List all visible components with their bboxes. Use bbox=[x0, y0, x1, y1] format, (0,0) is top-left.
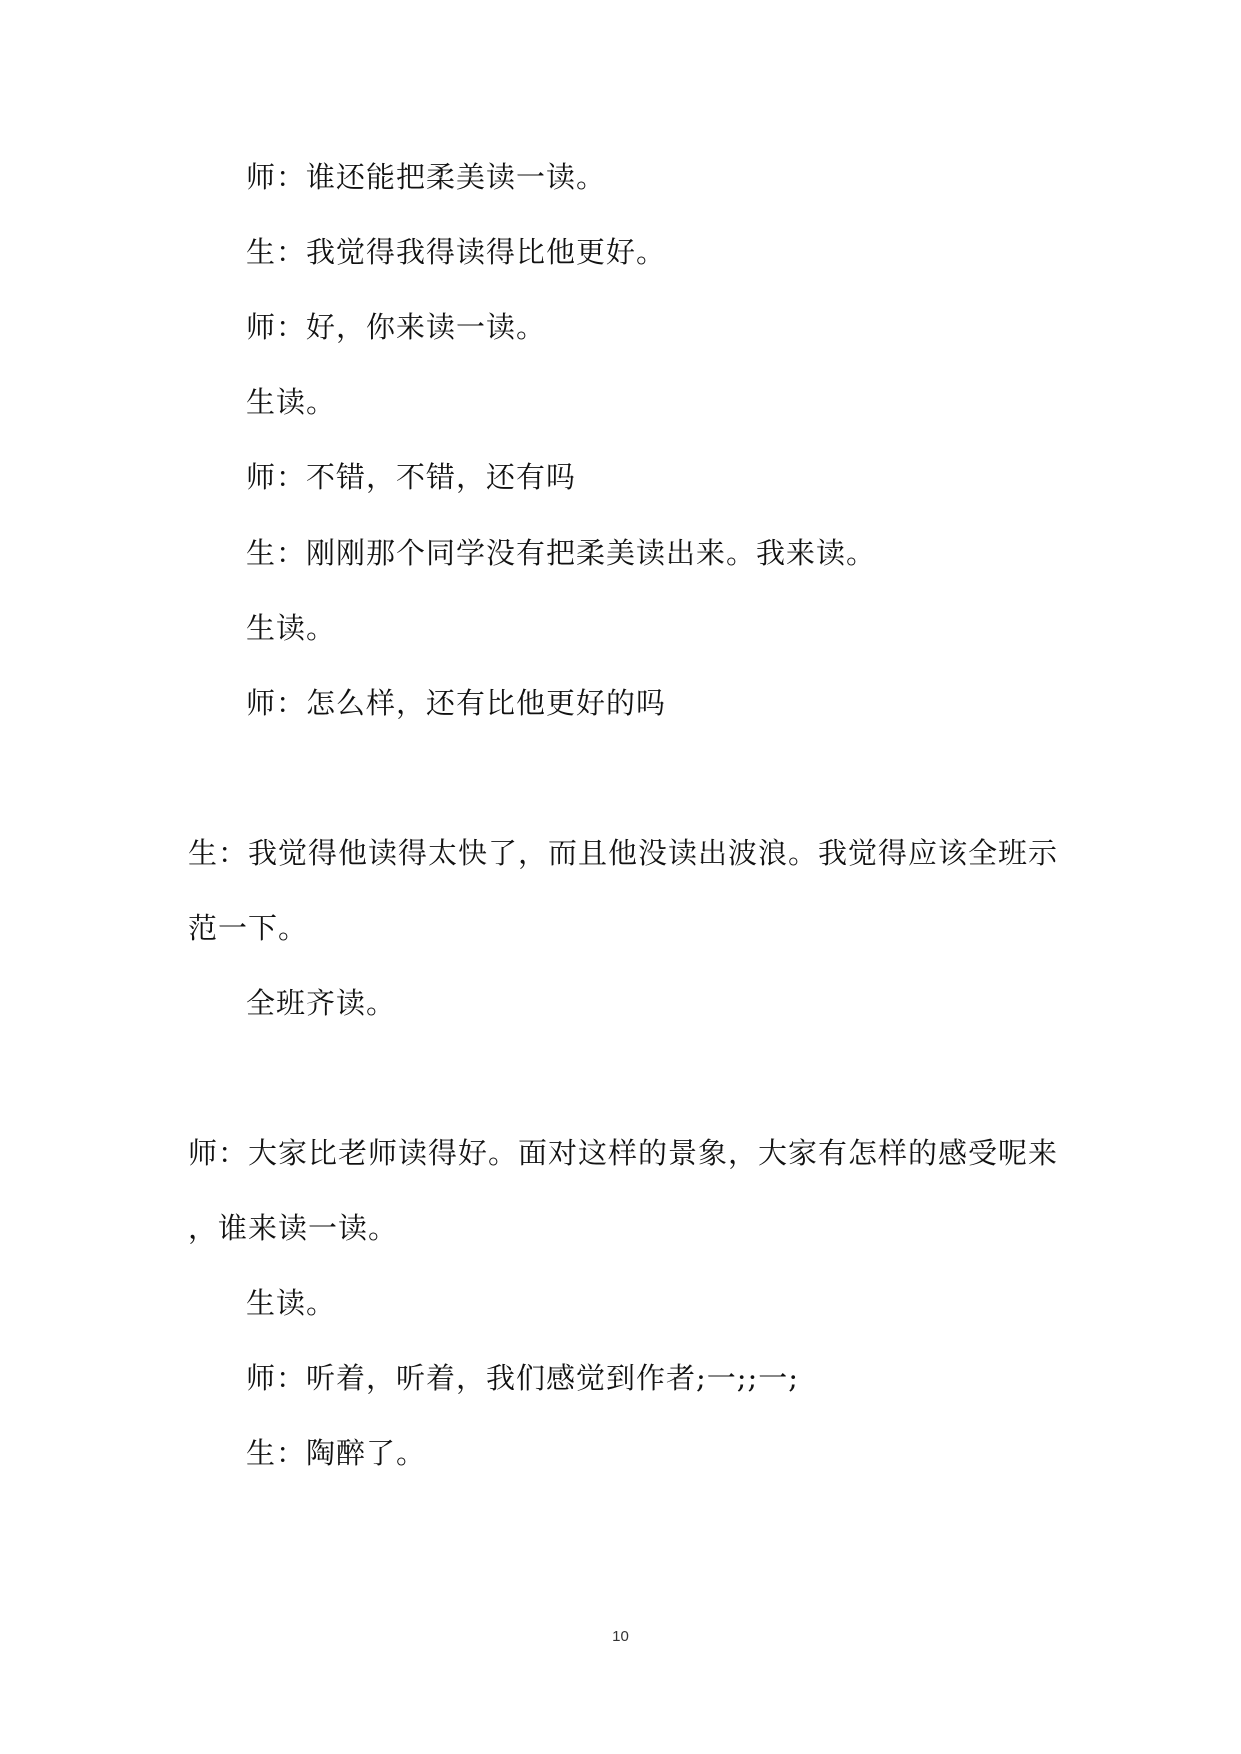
dialogue-line-continuation: 范一下。 bbox=[188, 911, 309, 945]
dialogue-line: 生：我觉得他读得太快了，而且他没读出波浪。我觉得应该全班示 bbox=[188, 836, 1059, 870]
dialogue-line: 生读。 bbox=[246, 1286, 337, 1320]
dialogue-line: 生：刚刚那个同学没有把柔美读出来。我来读。 bbox=[246, 536, 877, 570]
dialogue-line: 师：谁还能把柔美读一读。 bbox=[246, 160, 607, 194]
page-number: 10 bbox=[612, 1628, 629, 1645]
dialogue-line: 师：好，你来读一读。 bbox=[246, 310, 547, 344]
dialogue-line: 师：大家比老师读得好。面对这样的景象，大家有怎样的感受呢来 bbox=[188, 1136, 1059, 1170]
dialogue-line: 生：陶醉了。 bbox=[246, 1436, 427, 1470]
dialogue-line: 生读。 bbox=[246, 611, 337, 645]
dialogue-line: 生读。 bbox=[246, 385, 337, 419]
dialogue-line-continuation: ，谁来读一读。 bbox=[188, 1211, 399, 1245]
dialogue-line: 生：我觉得我得读得比他更好。 bbox=[246, 235, 667, 269]
dialogue-line: 师：听着，听着，我们感觉到作者;一;;一; bbox=[246, 1361, 800, 1395]
dialogue-line: 师：怎么样，还有比他更好的吗 bbox=[246, 686, 667, 720]
dialogue-line: 师：不错，不错，还有吗 bbox=[246, 460, 577, 494]
dialogue-line: 全班齐读。 bbox=[246, 986, 397, 1020]
